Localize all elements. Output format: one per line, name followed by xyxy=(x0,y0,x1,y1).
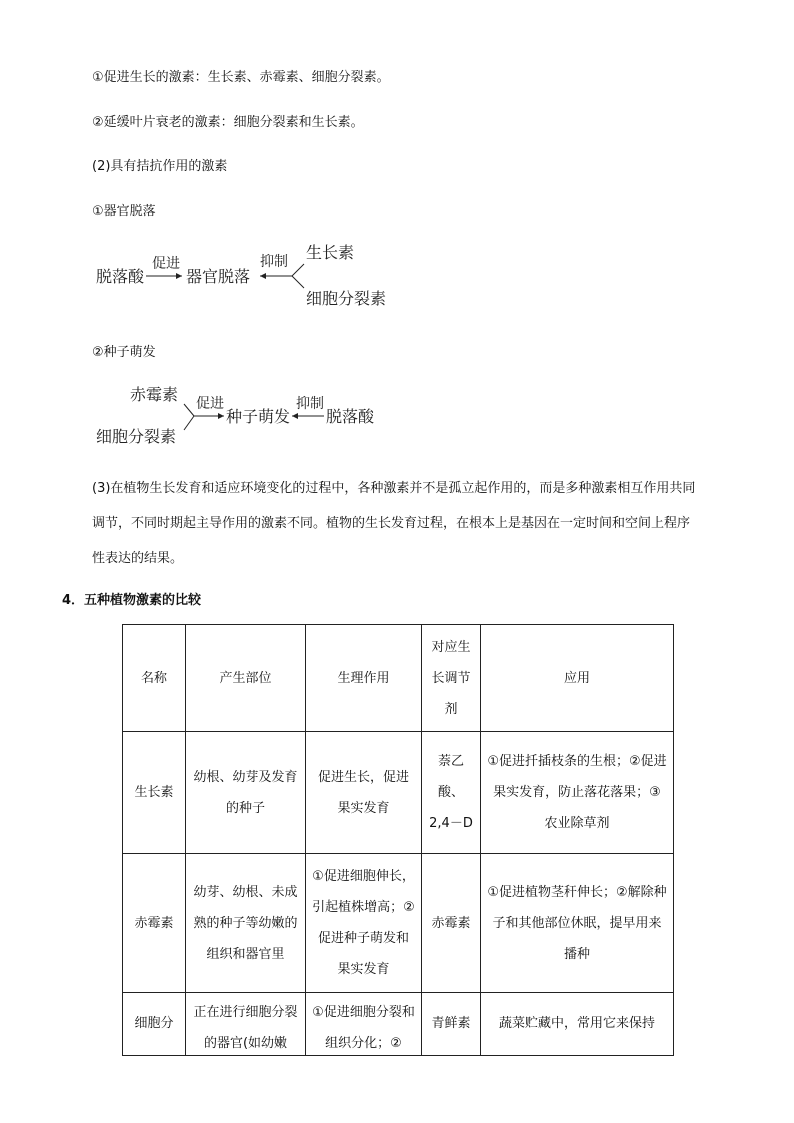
diagram2-arrow1-head xyxy=(218,413,224,419)
abscission-diagram xyxy=(92,238,412,318)
organ-abscission-label: ①器官脱落 xyxy=(92,204,156,219)
section-4-title: 4．五种植物激素的比较 xyxy=(62,593,202,608)
cell-application: ①促进植物茎秆伸长；②解除种子和其他部位休眠，提早用来播种 xyxy=(481,854,674,993)
diagram1-branch-bottom xyxy=(292,276,304,288)
cell-function: ①促进细胞伸长，引起植株增高；②促进种子萌发和果实发育 xyxy=(306,854,422,993)
diagram2-branch-bottom xyxy=(184,416,194,430)
diagram2-right: 脱落酸 xyxy=(326,407,375,426)
diagram2-arrow2-label: 抑制 xyxy=(296,396,324,412)
table-row xyxy=(123,732,674,854)
header-application: 应用 xyxy=(481,625,674,732)
header-regulator: 对应生长调节剂 xyxy=(422,625,481,732)
diagram2-top: 赤霉素 xyxy=(130,385,179,404)
cell-site: 正在进行细胞分裂的器官(如幼嫩 xyxy=(193,1005,298,1051)
cell-name: 生长素 xyxy=(123,732,186,854)
diagram1-arrow2-label: 抑制 xyxy=(260,254,288,270)
diagram2-arrow1-label: 促进 xyxy=(196,396,224,412)
diagram1-bottom: 细胞分裂素 xyxy=(306,289,387,308)
cell-application: 蔬菜贮藏中，常用它来保持 xyxy=(498,1016,655,1031)
diagram1-left: 脱落酸 xyxy=(96,267,145,286)
diagram1-top: 生长素 xyxy=(306,243,355,262)
header-function: 生理作用 xyxy=(306,625,422,732)
diagram2-bottom: 细胞分裂素 xyxy=(96,427,177,446)
diagram2-center: 种子萌发 xyxy=(226,407,291,426)
cell-application: ①促进扦插枝条的生根；②促进果实发育，防止落花落果；③农业除草剂 xyxy=(481,732,674,854)
paragraph-3: (3)在植物生长发育和适应环境变化的过程中，各种激素并不是孤立起作用的，而是多种激素相互作用共同调节，不同时期起主导作用的激素不同。植物的生长发育过程，在根本上是基因在一定时间和空间上程序性表达的结果。 xyxy=(92,481,696,566)
cell-function: ①促进细胞分裂和组织分化；② xyxy=(312,1005,415,1051)
line-promote-growth: ①促进生长的激素：生长素、赤霉素、细胞分裂素。 xyxy=(92,70,390,85)
diagram1-arrow1-label: 促进 xyxy=(152,256,180,272)
line-delay-senescence: ②延缓叶片衰老的激素：细胞分裂素和生长素。 xyxy=(92,115,364,130)
cell-regulator: 萘乙酸、2,4－D xyxy=(422,732,481,854)
antagonism-heading: (2)具有拮抗作用的激素 xyxy=(92,159,228,174)
cell-site: 幼根、幼芽及发育的种子 xyxy=(186,732,306,854)
cell-regulator: 赤霉素 xyxy=(422,854,481,993)
table-row xyxy=(123,854,674,993)
cell-name: 细胞分 xyxy=(134,1016,174,1031)
diagram2-branch-top xyxy=(184,404,194,416)
header-name: 名称 xyxy=(123,625,186,732)
cell-name: 赤霉素 xyxy=(123,854,186,993)
diagram1-branch-top xyxy=(292,264,304,276)
diagram1-arrow1-head xyxy=(176,273,182,279)
table-row xyxy=(123,993,674,1056)
cell-function: 促进生长，促进果实发育 xyxy=(306,732,422,854)
seed-germination-label: ②种子萌发 xyxy=(92,345,156,360)
cell-site: 幼芽、幼根、未成熟的种子等幼嫩的组织和器官里 xyxy=(186,854,306,993)
table-header-row xyxy=(123,625,674,732)
header-site: 产生部位 xyxy=(186,625,306,732)
germination-diagram xyxy=(92,380,412,450)
cell-regulator: 青鲜素 xyxy=(431,1016,471,1031)
hormone-comparison-table xyxy=(122,624,674,1056)
diagram1-center: 器官脱落 xyxy=(186,267,251,286)
